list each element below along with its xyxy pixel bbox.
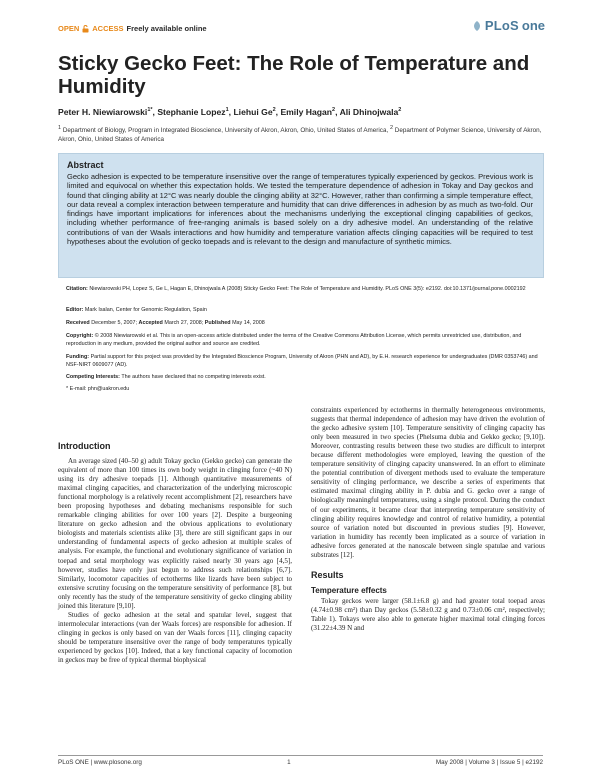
copyright-block [66, 332, 542, 348]
page-number: 1 [287, 759, 291, 766]
copyright-label: Copyright: [66, 333, 94, 339]
footer-journal: PLoS ONE | www.plosone.org [58, 759, 142, 766]
author-name: Emily Hagan [280, 107, 333, 117]
author-list: Peter H. Niewiarowski$^{1*}$, Stephanie Lopez$^1$, Liehui Ge$^2$, Emily Hagan$^2$, Ali Dhinojwala$^2$ [58, 107, 402, 117]
plos-one-logo [472, 18, 545, 33]
open-lock-icon [82, 25, 89, 33]
editor-block [66, 306, 542, 314]
footer-issue: May 2008 | Volume 3 | Issue 5 | e2192 [435, 759, 543, 766]
competing-interests-block [66, 373, 542, 381]
affiliation-2: Department of Polymer Science, University of Akron, Akron, Ohio, United States of America [58, 127, 542, 144]
open-access-banner [58, 24, 207, 33]
article-title: Sticky Gecko Feet: The Role of Temperature and Humidity [58, 52, 530, 98]
footer-divider [58, 755, 543, 756]
affiliation-mark: 2 [389, 125, 394, 131]
intro-paragraph-3: constraints experienced by ectotherms in thermally heterogeneous environments, suggests that thermal independence of adhesion may have driven the evolution of the gecko adhesive system [10]. Temperature sensitivity of clinging capacity has only been measured in two species (Phelsuma dubia and Gekko gecko; [9,10]). Moreover, contrasting results between these two studies are difficult to interpret because different methodologies were employed, leaving the question of the temperature sensitivity of clinging capacity unanswered. In an effort to eliminate the potential contribution of divergent methods used to evaluate the temperature sensitivity of clinging performance, we describe a series of experiments that estimated maximal clinging ability in P. dubia and G. gecko over a range of biologically meaningful temperatures, using a single protocol. During the conduct of our experiments, it became clear that interpreting temperature sensitivity of clinging ability requires knowledge and control of relative humidity, a potential source of variation noted but discounted in previous studies [9]. However, variation in humidity has recently been implicated as a source of variation in adhesive forces generated at the nanoscale between single spatulae and various substrates [12]. [311, 406, 545, 559]
author-affiliation-mark: 2 [272, 107, 276, 114]
copyright-text: © 2008 Niewiarowski et al. This is an open-access article distributed under the terms of the Creative Commons Attribution License, which permits unrestricted use, distribution, and reproduction in any medium, provided the original author and source are credited. [66, 333, 522, 347]
intro-paragraph-2: Studies of gecko adhesion at the setal and spatular level, suggest that intermolecular interactions (van der Waals forces) are responsible for adhesion. If clinging in geckos is only based on van der Waals forces [11], clinging capacity should be temperature insensitive over the range of body temperatures typically experienced by geckos [10]. Indeed, that a key functional capacity of locomotion in geckos may be free of typical thermal biophysical [58, 610, 292, 665]
affiliation-mark: 1 [58, 125, 62, 131]
left-column [58, 441, 292, 665]
affiliations [58, 124, 553, 144]
competing-label: Competing Interests: [66, 374, 120, 380]
page-footer [58, 759, 543, 766]
accepted-label: Accepted [138, 320, 163, 326]
competing-text: The authors have declared that no competing interests exist. [121, 374, 266, 380]
received-label: Received [66, 320, 90, 326]
introduction-heading: Introduction [58, 441, 111, 451]
plos-word: PLoS [484, 18, 519, 33]
author-affiliation-mark: 2 [398, 107, 402, 114]
email-line: * E-mail: phn@uakron.edu [66, 386, 130, 392]
results-paragraph-1: Tokay geckos were larger (58.1±6.8 g) and had greater total toepad areas (4.74±0.98 cm²) than Day geckos (5.58±0.32 g and 0.73±0.06 cm², respectively; Table 1). Tokays were also able to generate higher maximal total clinging forces (31.22±4.39 N and [311, 596, 545, 632]
freely-available-label: Freely available online [126, 24, 207, 33]
access-label: ACCESS [92, 24, 124, 33]
right-column [311, 406, 545, 633]
citation-text: Niewiarowski PH, Lopez S, Ge L, Hagan E, Dhinojwala A (2008) Sticky Gecko Feet: The Role of Temperature and Humidity. PLoS ONE 3(5): e2192. doi:10.1371/journal.pone.0002192 [89, 286, 526, 292]
author-name: Ali Dhinojwala [339, 107, 399, 117]
published-date: May 14, 2008 [232, 320, 265, 326]
abstract-heading: Abstract [67, 160, 104, 170]
citation-label: Citation: [66, 286, 88, 292]
affiliation-1: Department of Biology, Program in Integrated Bioscience, University of Akron, Akron, Ohio, United States of America, [62, 127, 389, 135]
citation-block [66, 285, 542, 293]
author-affiliation-mark: 1 [225, 107, 229, 114]
author-affiliation-mark: 2 [332, 107, 336, 114]
author-name: Stephanie Lopez [157, 107, 226, 117]
author-name: Peter H. Niewiarowski [58, 107, 148, 117]
author-name: Liehui Ge [233, 107, 273, 117]
received-date: December 5, 2007; [91, 320, 138, 326]
dates-block [66, 319, 542, 327]
published-label: Published [204, 320, 231, 326]
editor-label: Editor: [66, 307, 84, 313]
plos-leaf-icon [472, 20, 482, 32]
funding-label: Funding: [66, 354, 90, 360]
results-heading: Results [311, 569, 344, 580]
temperature-effects-heading: Temperature effects [311, 585, 387, 595]
author-affiliation-mark: 1* [147, 107, 153, 114]
one-word: one [521, 18, 545, 33]
open-label: OPEN [58, 24, 80, 33]
funding-block [66, 353, 542, 369]
accepted-date: March 27, 2008; [164, 320, 204, 326]
editor-text: Mark Isalan, Center for Genomic Regulation, Spain [84, 307, 207, 313]
intro-paragraph-1: An average sized (40–50 g) adult Tokay gecko (Gekko gecko) can generate the equivalent of more than 100 times its own body weight in clinging force (~40 N) using its dry adhesive toepads [1]. Although quantitative measurements of maximal clinging capacities, and characterization of the underlying microscopic functional morphology is a relatively recent accomplishment [2], researchers have been proposing hypotheses and debating mechanisms responsible for such remarkable clinging abilities for over 100 years [2]. Despite a burgeoning literature on gecko adhesion and the obvious applications to evolutionary biologists and materials scientists alike [3], there are still significant gaps in our understanding of fundamental aspects of gecko adhesion at multiple scales of analysis. For example, the functional and evolutionary significance of variation in toepad and setal morphology was explicitly raised nearly 30 years ago [4,5], however, studies have only just begun to address such relationships [6,7]. Similarly, locomotor capacities of ectotherms like lizards have been subject to extensive scrutiny focusing on the temperature sensitivity of performance [8], but only recently has the study of the temperature sensitivity of gecko clinging ability joined this literature [9,10]. [58, 457, 292, 610]
funding-text: Partial support for this project was provided by the Integrated Bioscience Program, University of Akron (PHN and AD), by E.H. research experience for undergraduates (DMR 0353746) and NSF-NIRT 0609077 (AD). [66, 354, 538, 368]
abstract-text: Gecko adhesion is expected to be temperature insensitive over the range of temperatures typically experienced by geckos. Previous work is limited and equivocal on whether this expectation holds. We tested the temperature dependence of adhesion in Tokay and Day geckos and found that clinging ability at 12°C was nearly double the clinging ability at 32°C. However, rather than confirming a simple temperature effect, our data reveal a complex interaction between temperature and humidity that can drive differences in adhesion by as much as two-fold. Our findings have important implications for inferences about the mechanisms underlying the exceptional clinging capabilities of geckos, including whether performance of free-ranging animals is based solely on a dry adhesive model. An understanding of the relative contributions of van der Waals interactions and how humidity and temperature variation affects clinging capacities will be required to test hypotheses about the evolution of gecko toepads and is relevant to the design and manufacture of synthetic mimics. [67, 172, 533, 247]
